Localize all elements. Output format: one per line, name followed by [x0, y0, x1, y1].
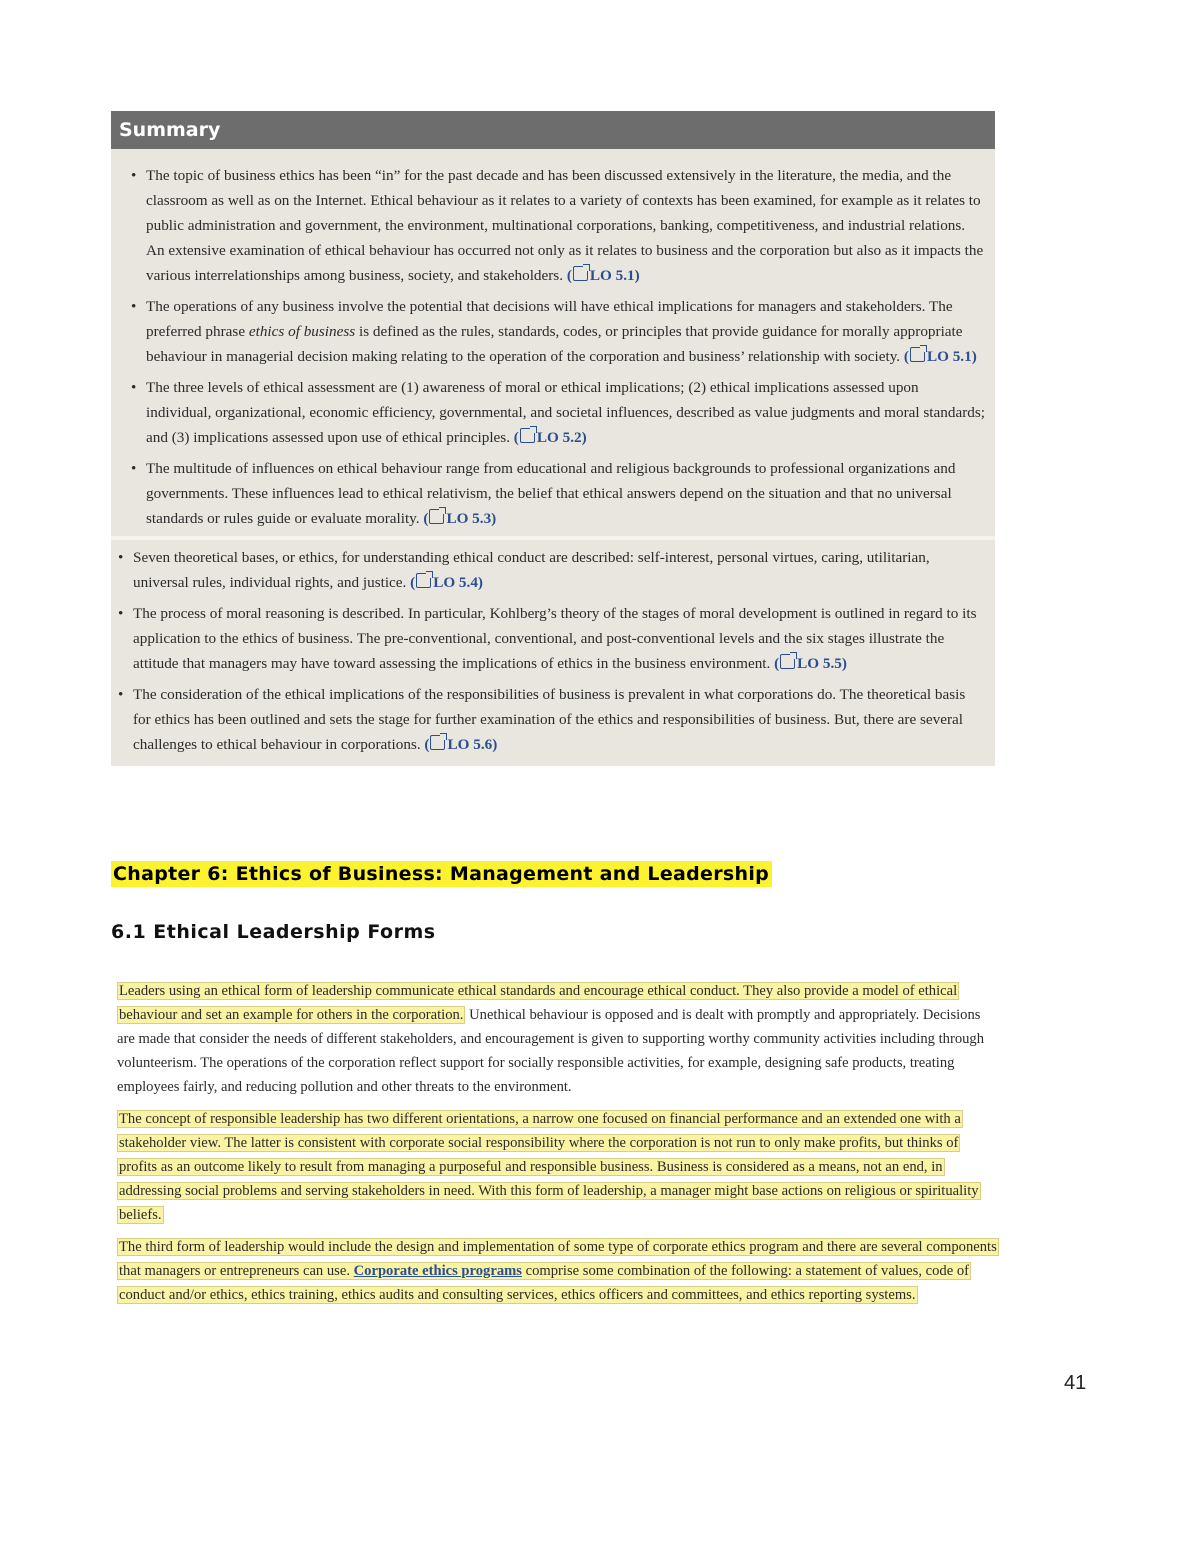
summary-item-emphasis: ethics of business [248, 323, 356, 340]
lo-link-label: LO 5.5 [797, 655, 842, 672]
summary-box [111, 111, 995, 766]
chapter-title: Chapter 6: Ethics of Business: Management and Leadership [111, 861, 772, 887]
external-link-icon [416, 573, 431, 588]
lo-link[interactable]: ( LO 5.2) [513, 429, 587, 446]
lo-link[interactable]: ( LO 5.1) [903, 348, 977, 365]
paragraph-3 [117, 1235, 997, 1307]
lo-link-label: LO 5.2 [536, 429, 582, 446]
lo-link[interactable]: ( LO 5.5) [774, 655, 847, 672]
lo-link-label: LO 5.1 [926, 348, 972, 365]
summary-item [111, 372, 995, 453]
external-link-icon [780, 654, 795, 669]
lo-link[interactable]: ( LO 5.3) [423, 510, 497, 527]
lo-link-label: LO 5.1 [589, 267, 635, 284]
paragraph-text: Unethical behaviour is opposed and is dealt with promptly and appropriately. Decisions are made that consider the needs of different stakeholders, and encouragement is given to supporting worthy community activities including through volunteerism. The operations of the corporation reflect support for socially responsible activities, for example, designing safe products, treating employees fairly, and reducing pollution and other threats to the environment. [117, 1007, 985, 1095]
summary-item-text: The process of moral reasoning is described. In particular, Kohlberg’s theory of the stages of moral development is outlined in regard to its application to the ethics of business. The pre-conventional, conventional, and post-conventional levels and the six stages illustrate the attitude that managers may have toward assessing the implications of ethics in the business environment. [133, 605, 977, 672]
summary-item [111, 453, 995, 534]
section-title: 6.1 Ethical Leadership Forms [111, 921, 436, 943]
summary-item [111, 679, 995, 760]
summary-item-text: The consideration of the ethical implications of the responsibilities of business is prevalent in what corporations do. The theoretical basis for ethics has been outlined and sets the stage for further examination of the ethics and responsibilities of business. But, there are several challenges to ethical behaviour in corporations. [133, 686, 966, 753]
external-link-icon [520, 428, 535, 443]
summary-item [111, 598, 995, 679]
external-link-icon [430, 735, 445, 750]
highlighted-text: Leaders using an ethical form of leadership communicate ethical standards and encourage ethical conduct. They also provide a model of ethical behaviour and set an example for others in the corporation. [119, 983, 958, 1023]
lo-link[interactable]: ( LO 5.1) [566, 267, 640, 284]
highlighted-text [117, 1238, 999, 1304]
page-number: 41 [1064, 1372, 1087, 1394]
lo-link[interactable]: ( LO 5.4) [410, 574, 483, 591]
external-link-icon [573, 266, 588, 281]
summary-item [111, 291, 995, 372]
external-link-icon [429, 509, 444, 524]
summary-item-text: The operations of any business involve the potential that decisions will have ethical implications for managers and stakeholders. The preferred phrase [146, 298, 953, 340]
paragraph-1 [117, 979, 997, 1099]
lo-link-label: LO 5.3 [446, 510, 492, 527]
summary-list-bottom [111, 540, 995, 766]
summary-title: Summary [111, 111, 995, 149]
lo-link-label: LO 5.6 [447, 736, 493, 753]
summary-item [111, 542, 995, 598]
lo-link-label: LO 5.4 [433, 574, 478, 591]
summary-item [111, 160, 995, 291]
summary-item-text: The multitude of influences on ethical behaviour range from educational and religious backgrounds to professional organizations and governments. These influences lead to ethical relativism, the belief that ethical answers depend on the situation and that no universal standards or rules guide or evaluate morality. [146, 460, 956, 527]
summary-item-text: is defined as the rules, standards, codes, or principles that provide guidance for morally appropriate behaviour in managerial decision making relating to the operation of the corporation and business’ relationship with society. [146, 323, 963, 365]
paragraph-text: comprise some combination of the following: a statement of values, code of conduct and/or ethics, ethics training, ethics audits and consulting services, ethics officers and committees, and ethics reporting systems. [119, 1263, 969, 1303]
summary-item-text: The three levels of ethical assessment are (1) awareness of moral or ethical implications; (2) ethical implications assessed upon individual, organizational, economic efficiency, governmental, and societal influences, described as value judgments and moral standards; and (3) implications assessed upon use of ethical principles. [146, 379, 985, 446]
summary-item-text: The topic of business ethics has been “in” for the past decade and has been discussed extensively in the literature, the media, and the classroom as well as on the Internet. Ethical behaviour as it relates to a variety of contexts has been examined, for example as it relates to public administration and government, the environment, multinational corporations, banking, competitiveness, and industrial relations. An extensive examination of ethical behaviour has occurred not only as it relates to business and the corporation but also as it impacts the various interrelationships among business, society, and stakeholders. [146, 167, 984, 284]
external-link-icon [910, 347, 925, 362]
summary-item-text: Seven theoretical bases, or ethics, for understanding ethical conduct are described: self-interest, personal virtues, caring, utilitarian, universal rules, individual rights, and justice. [133, 549, 930, 591]
corporate-ethics-programs-link[interactable]: Corporate ethics programs [353, 1263, 522, 1279]
highlighted-text: The concept of responsible leadership has two different orientations, a narrow one focused on financial performance and an extended one with a stakeholder view. The latter is consistent with corporate social responsibility where the corporation is not run to only make profits, but thinks of profits as an outcome likely to result from managing a purposeful and responsible business. Business is considered as a means, not an end, in addressing social problems and serving stakeholders in need. With this form of leadership, a manager might base actions on religious or spirituality beliefs. [119, 1111, 979, 1223]
paragraph-text: The third form of leadership would include the design and implementation of some type of corporate ethics program and there are several components that managers or entrepreneurs can use. [119, 1239, 997, 1279]
paragraph-2 [117, 1107, 997, 1227]
summary-list-top [111, 149, 995, 536]
lo-link[interactable]: ( LO 5.6) [424, 736, 498, 753]
